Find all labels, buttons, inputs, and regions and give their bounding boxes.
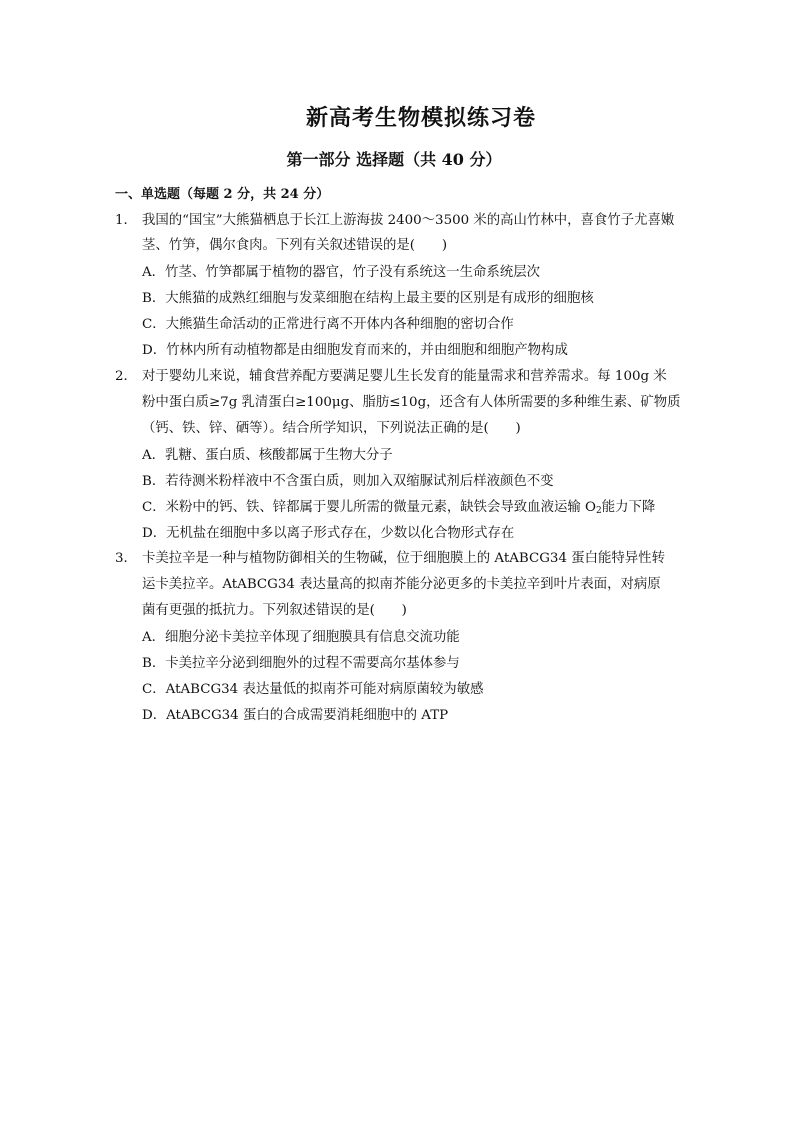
question-stem-line: 我国的“国宝”大熊猫栖息于长江上游海拔 2400～3500 米的高山竹林中，喜食竹子尤喜嫩 — [142, 213, 675, 228]
question-stem-line: 茎、竹笋，偶尔食肉。下列有关叙述错误的是( ) — [142, 238, 448, 253]
option-d: D．竹林内所有动植物都是由细胞发育而来的，并由细胞和细胞产物构成 — [142, 343, 568, 358]
part-heading: 第一部分 选择题（共 40 分） — [286, 150, 502, 169]
question-number: 2． — [115, 369, 137, 384]
question-stem-line: 菌有更强的抵抗力。下列叙述错误的是( ) — [142, 603, 407, 618]
question-stem-line: 粉中蛋白质≥7g 乳清蛋白≥100μg、脂肪≤10g，还含有人体所需要的多种维生素、矿物质 — [142, 395, 681, 410]
option-c: C．大熊猫生命活动的正常进行离不开体内各种细胞的密切合作 — [142, 317, 514, 332]
option-d: D．AtABCG34 蛋白的合成需要消耗细胞中的 ATP — [142, 708, 449, 723]
option-c: C．米粉中的钙、铁、锌都属于婴儿所需的微量元素，缺铁会导致血液运输 $O_2$能力下降 — [142, 500, 656, 516]
option-c: C．AtABCG34 表达量低的拟南芥可能对病原菌较为敏感 — [142, 682, 484, 697]
section-heading: 一、单选题（每题 2 分，共 24 分） — [115, 187, 330, 202]
question-number: 1． — [115, 213, 137, 228]
option-b: B．卡美拉辛分泌到细胞外的过程不需要高尔基体参与 — [142, 656, 460, 671]
question-number: 3． — [115, 551, 137, 566]
page-title: 新高考生物模拟练习卷 — [305, 105, 536, 131]
question-stem-line: 运卡美拉辛。AtABCG34 表达量高的拟南芥能分泌更多的卡美拉辛到叶片表面，对病原 — [142, 577, 661, 592]
question-stem-line: 卡美拉辛是一种与植物防御相关的生物碱，位于细胞膜上的 AtABCG34 蛋白能特异性转 — [142, 551, 665, 566]
option-b: B．若待测米粉样液中不含蛋白质，则加入双缩脲试剂后样液颜色不变 — [142, 474, 554, 489]
question-stem-line: 对于婴幼儿来说，辅食营养配方要满足婴儿生长发育的能量需求和营养需求。每 100g 米 — [142, 369, 667, 384]
option-a: A．细胞分泌卡美拉辛体现了细胞膜具有信息交流功能 — [142, 630, 460, 645]
question-stem-line: （钙、铁、锌、硒等）。结合所学知识，下列说法正确的是( ) — [142, 421, 521, 436]
option-d: D．无机盐在细胞中多以离子形式存在，少数以化合物形式存在 — [142, 526, 515, 541]
option-a: A．乳糖、蛋白质、核酸都属于生物大分子 — [142, 448, 393, 463]
option-b: B．大熊猫的成熟红细胞与发菜细胞在结构上最主要的区别是有成形的细胞核 — [142, 291, 594, 306]
option-a: A．竹茎、竹笋都属于植物的器官，竹子没有系统这一生命系统层次 — [142, 265, 540, 280]
